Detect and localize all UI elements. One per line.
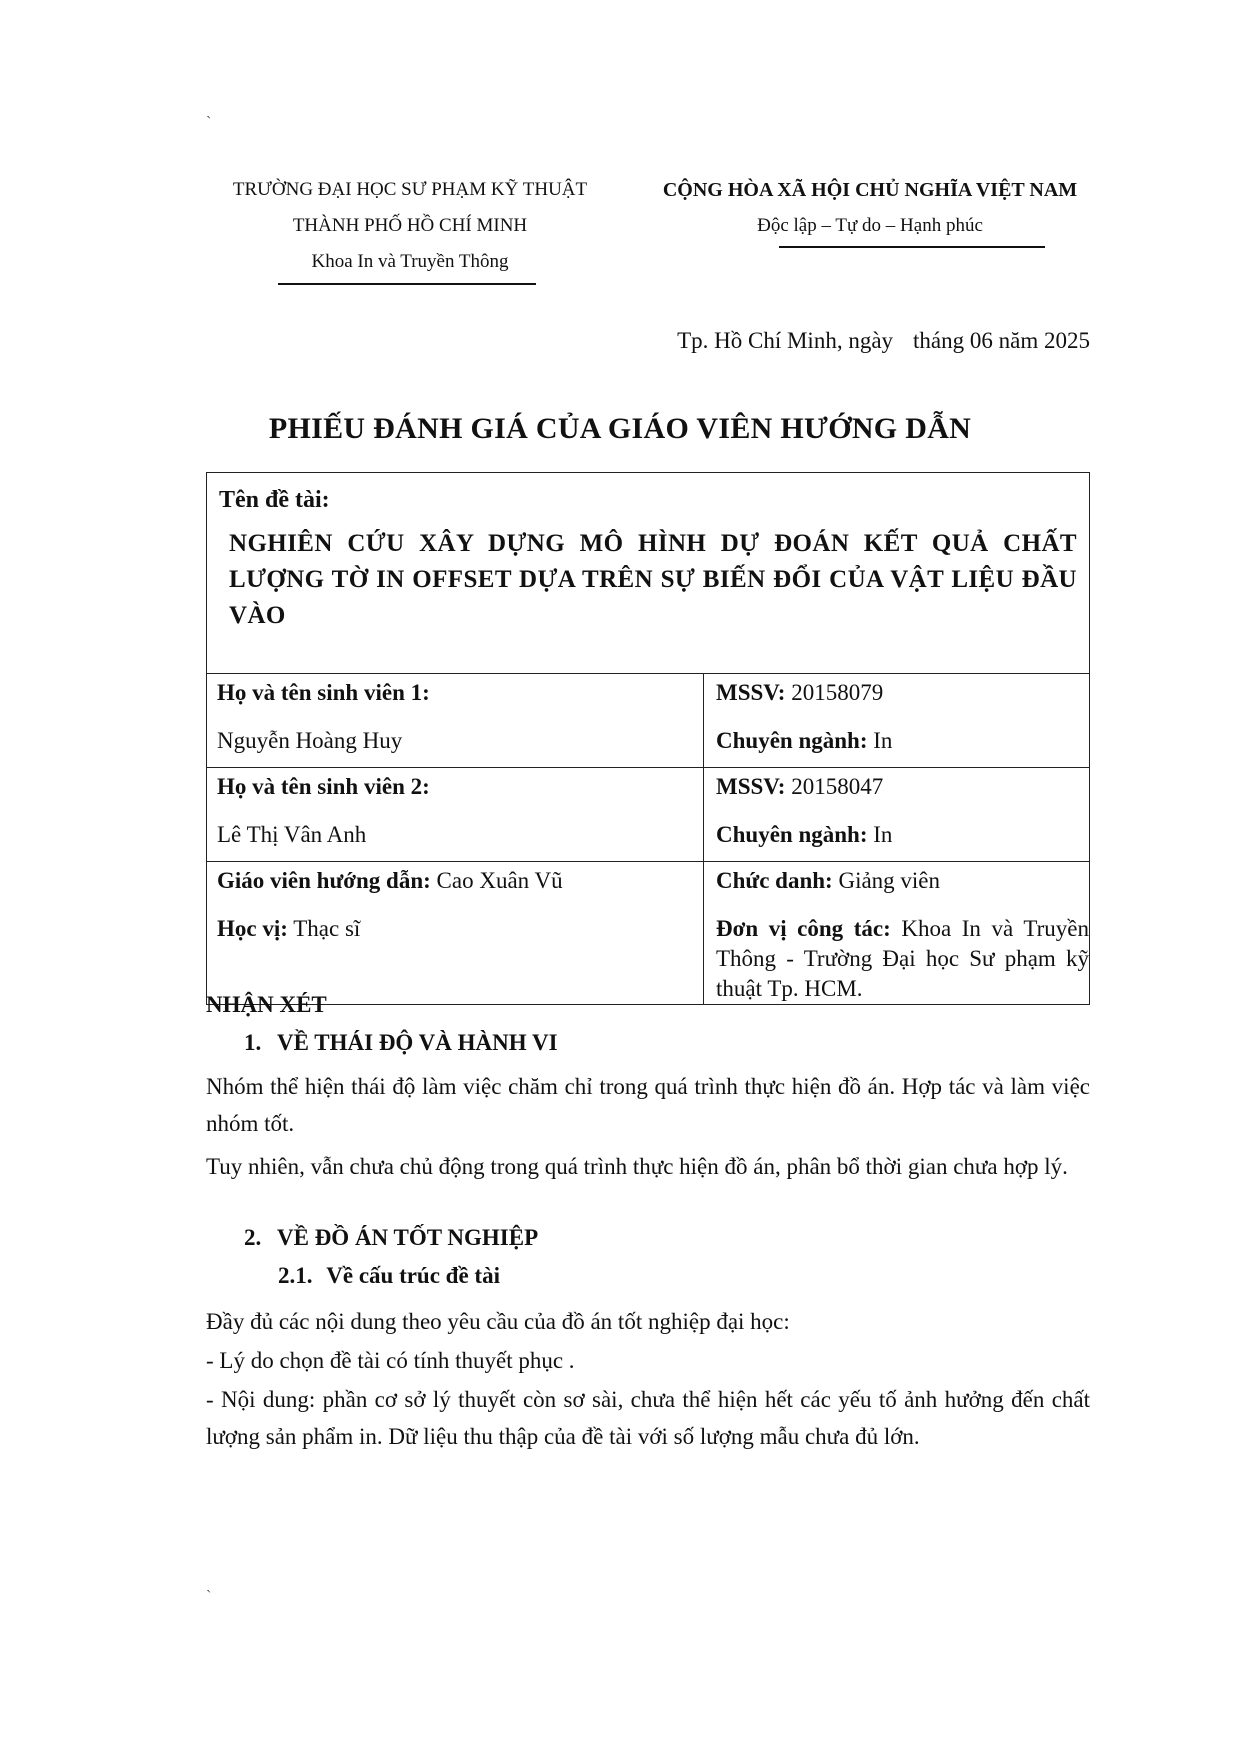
- dateline-suffix: tháng 06 năm 2025: [913, 328, 1090, 353]
- section2-paragraph-2: - Lý do chọn đề tài có tính thuyết phục .: [206, 1348, 575, 1373]
- section2-paragraph-1: Đầy đủ các nội dung theo yêu cầu của đồ án tốt nghiệp đại học:: [206, 1309, 790, 1334]
- topic-title: NGHIÊN CỨU XÂY DỰNG MÔ HÌNH DỰ ĐOÁN KẾT QUẢ CHẤT LƯỢNG TỜ IN OFFSET DỰA TRÊN SỰ BIẾN ĐỔI CỦA VẬT LIỆU ĐẦU VÀO: [229, 530, 1077, 629]
- section2-title: VỀ ĐỒ ÁN TỐT NGHIỆP: [277, 1225, 539, 1250]
- section2-paragraph-3: - Nội dung: phần cơ sở lý thuyết còn sơ sài, chưa thể hiện hết các yếu tố ảnh hưởng đến chất lượng sản phẩm in. Dữ liệu thu thập của đề tài với số lượng mẫu chưa đủ lớn.: [206, 1387, 1090, 1449]
- position-label: Chức danh:: [716, 868, 833, 893]
- student1-major: In: [867, 728, 893, 753]
- student2-mssv-label: MSSV:: [716, 774, 786, 799]
- degree-label: Học vị:: [217, 916, 288, 941]
- topic-cell: [207, 473, 1090, 674]
- section1-paragraph-1: Nhóm thể hiện thái độ làm việc chăm chỉ trong quá trình thực hiện đồ án. Hợp tác và làm việc nhóm tốt.: [206, 1074, 1090, 1136]
- remarks-heading: NHẬN XÉT: [206, 992, 327, 1017]
- student1-label: Họ và tên sinh viên 1:: [217, 680, 430, 705]
- student1-detail-cell: [704, 674, 1090, 768]
- student1-cell: [207, 674, 704, 768]
- workplace-value: Khoa In và Truyền Thông - Trường Đại học Sư phạm kỹ thuật Tp. HCM.: [716, 916, 1089, 1001]
- topic-label: Tên đề tài:: [219, 487, 330, 513]
- student1-mssv-label: MSSV:: [716, 680, 786, 705]
- student1-major-label: Chuyên ngành:: [716, 728, 868, 753]
- student1-mssv: 20158079: [785, 680, 884, 705]
- section2-body: [206, 1303, 1090, 1455]
- section1-body: [206, 1068, 1090, 1185]
- document-title: PHIẾU ĐÁNH GIÁ CỦA GIÁO VIÊN HƯỚNG DẪN: [268, 412, 972, 445]
- subsection-heading: [278, 1263, 1162, 1289]
- student2-major: In: [867, 822, 893, 847]
- nation-header: [640, 172, 1100, 244]
- university-underline: [278, 283, 536, 285]
- student2-mssv: 20158047: [785, 774, 884, 799]
- section1-heading: [244, 1030, 1128, 1056]
- position-value: Giảng viên: [832, 868, 941, 893]
- student2-major-label: Chuyên ngành:: [716, 822, 868, 847]
- advisor-cell: [207, 862, 704, 1005]
- page-mark-top: `: [206, 114, 212, 131]
- section1-paragraph-2: Tuy nhiên, vẫn chưa chủ động trong quá trình thực hiện đồ án, phân bổ thời gian chưa hợp lý.: [206, 1154, 1068, 1179]
- section1-title: VỀ THÁI ĐỘ VÀ HÀNH VI: [277, 1030, 558, 1055]
- student2-label: Họ và tên sinh viên 2:: [217, 774, 430, 799]
- student2-detail-cell: [704, 768, 1090, 862]
- info-table: [206, 472, 1090, 1005]
- workplace-label: Đơn vị công tác:: [716, 916, 891, 941]
- advisor-detail-cell: [704, 862, 1090, 1005]
- section1-number: 1.: [244, 1030, 262, 1055]
- dateline: [630, 328, 1090, 354]
- university-name-line2: THÀNH PHỐ HỒ CHÍ MINH: [292, 215, 528, 236]
- section2-heading: [244, 1225, 1128, 1251]
- nation-name: CỘNG HÒA XÃ HỘI CHỦ NGHĨA VIỆT NAM: [662, 179, 1078, 201]
- section2-number: 2.: [244, 1225, 262, 1250]
- subsection-number: 2.1.: [278, 1263, 313, 1288]
- advisor-name: Cao Xuân Vũ: [430, 868, 563, 893]
- faculty-name: Khoa In và Truyền Thông: [311, 251, 509, 272]
- student2-name: Lê Thị Vân Anh: [217, 822, 367, 847]
- university-header: [200, 172, 620, 280]
- motto-underline: [779, 246, 1045, 248]
- degree-value: Thạc sĩ: [287, 916, 361, 941]
- subsection-title: Về cấu trúc đề tài: [326, 1263, 500, 1288]
- nation-motto: Độc lập – Tự do – Hạnh phúc: [757, 215, 983, 236]
- advisor-label: Giáo viên hướng dẫn:: [217, 868, 431, 893]
- student1-name: Nguyễn Hoàng Huy: [217, 728, 403, 753]
- page-mark-bottom: `: [206, 1588, 212, 1605]
- dateline-prefix: Tp. Hồ Chí Minh, ngày: [677, 328, 894, 353]
- university-name-line1: TRƯỜNG ĐẠI HỌC SƯ PHẠM KỸ THUẬT: [232, 179, 588, 200]
- student2-cell: [207, 768, 704, 862]
